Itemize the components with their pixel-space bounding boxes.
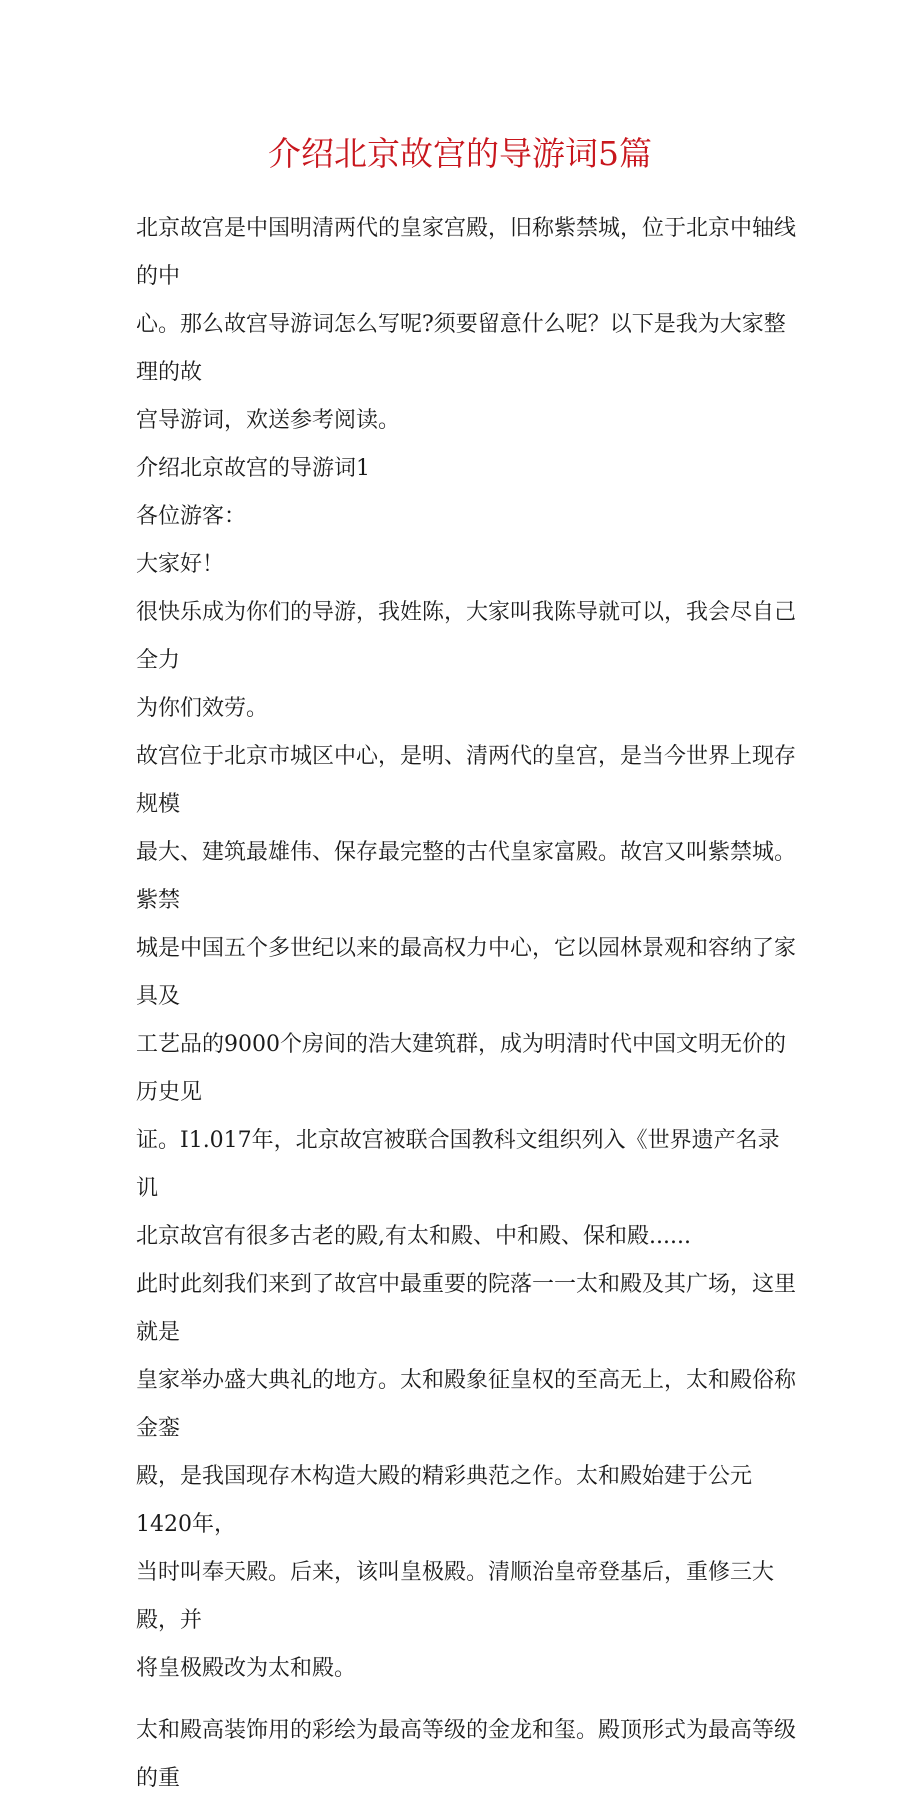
paragraph-line: 故宫位于北京市城区中心，是明、清两代的皇宫，是当今世界上现存规模 [136,744,797,817]
paragraph-line: 北京故宫是中国明清两代的皇家宫殿，旧称紫禁城，位于北京中轴线的中 [136,216,797,289]
paragraph-line: 宫导游词，欢送参考阅读。 [136,408,401,433]
paragraph-line: 皇家举办盛大典礼的地方。太和殿象征皇权的至高无上，太和殿俗称金銮 [136,1368,797,1441]
greeting-line: 大家好！ [136,552,225,577]
paragraph-line: 证。I1.017年，北京故宫被联合国教科文组织列入《世界遗产名录讥 [136,1128,780,1201]
document-body [136,205,796,1803]
paragraph-line: 北京故宫有很多古老的殿,有太和殿、中和殿、保和殿...... [136,1224,691,1249]
paragraph-line: 此时此刻我们来到了故宫中最重要的院落一一太和殿及其广场，这里就是 [136,1272,797,1345]
document-title: 介绍北京故宫的导游词5篇 [268,134,652,173]
greeting-line: 各位游客： [136,504,247,529]
paragraph-line: 很快乐成为你们的导游，我姓陈，大家叫我陈导就可以，我会尽自己全力 [136,600,797,673]
paragraph-line: 最大、建筑最雄伟、保存最完整的古代皇家富殿。故宫又叫紫禁城。紫禁 [136,840,797,913]
section-heading: 介绍北京故宫的导游词1 [136,456,370,481]
paragraph-line: 将皇极殿改为太和殿。 [136,1656,357,1681]
paragraph-line: 殿，是我国现存木构造大殿的精彩典范之作。太和殿始建于公元1420年， [136,1464,753,1537]
paragraph-line: 城是中国五个多世纪以来的最高权力中心，它以园林景观和容纳了家具及 [136,936,797,1009]
paragraph-line: 为你们效劳。 [136,696,269,721]
paragraph-line: 心。那么故宫导游词怎么写呢?须要留意什么呢？以下是我为大家整理的故 [136,312,786,385]
paragraph-line: 当时叫奉天殿。后来，该叫皇极殿。清顺治皇帝登基后，重修三大殿，并 [136,1560,775,1633]
paragraph-line: 工艺品的9000个房间的浩大建筑群，成为明清时代中国文明无价的历史见 [136,1032,786,1105]
paragraph-line: 太和殿高装饰用的彩绘为最高等级的金龙和玺。殿顶形式为最高等级的重 [136,1718,797,1791]
